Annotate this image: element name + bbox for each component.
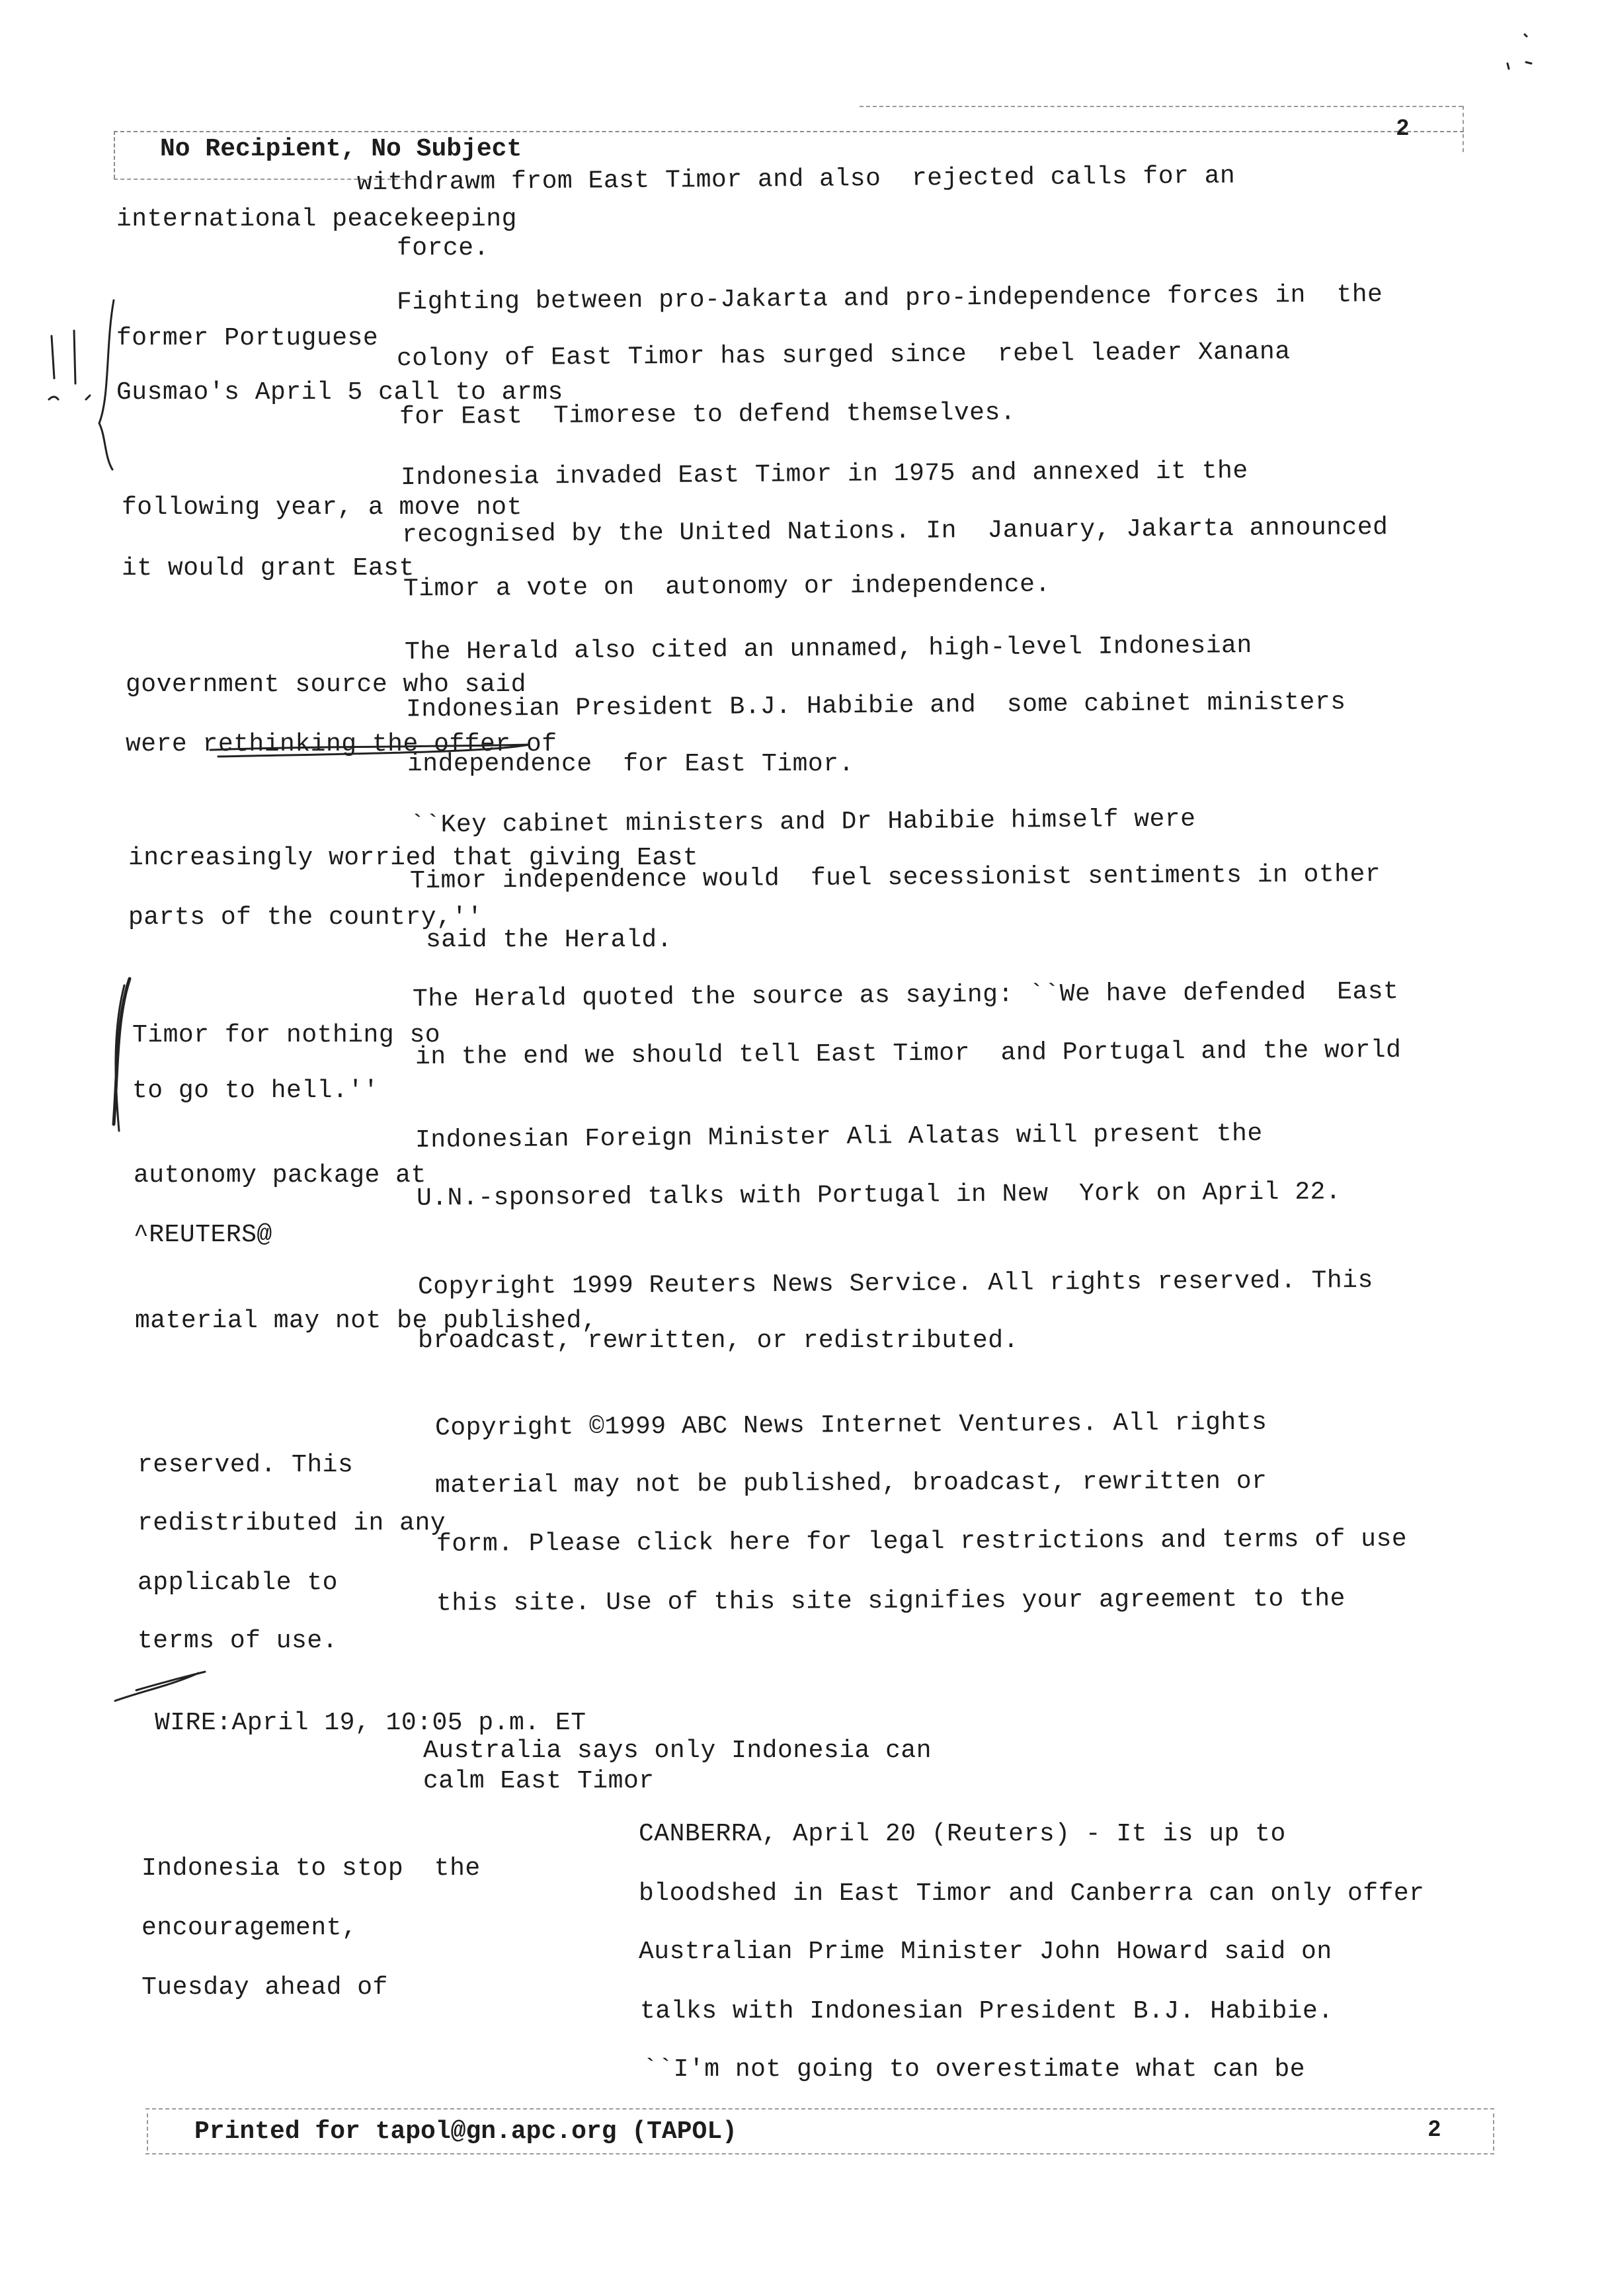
text-line: Tuesday ahead of <box>141 1973 388 2002</box>
text-line: bloodshed in East Timor and Canberra can only offer <box>639 1879 1425 1908</box>
header-title: No Recipient, No Subject <box>160 135 522 163</box>
speck-mark <box>1526 62 1531 63</box>
text-line: material may not be published, <box>135 1307 598 1335</box>
footer-printed-for: Printed for tapol@gn.apc.org (TAPOL) <box>194 2117 737 2146</box>
speck-mark <box>1525 34 1527 36</box>
text-line: force. <box>397 234 489 263</box>
text-line: terms of use. <box>138 1627 338 1655</box>
text-line: following year, a move not <box>122 493 522 522</box>
margin-stroke-mark <box>52 336 54 378</box>
text-line: U.N.-sponsored talks with Portugal in New York on April 22. <box>416 1178 1342 1213</box>
text-line: The Herald also cited an unnamed, high-level Indonesian <box>404 631 1252 667</box>
text-line: broadcast, rewritten, or redistributed. <box>418 1327 1019 1355</box>
header-page-number: 2 <box>1396 115 1409 140</box>
text-line: said the Herald. <box>426 926 672 954</box>
scribble-mark <box>115 1672 205 1701</box>
text-line: Timor a vote on autonomy or independence. <box>403 570 1051 604</box>
text-line: it would grant East <box>122 554 415 583</box>
speck-mark <box>1508 63 1509 69</box>
text-line: Indonesia to stop the <box>141 1854 481 1883</box>
text-line: reserved. This <box>138 1451 354 1479</box>
text-line: to go to hell.'' <box>132 1077 379 1105</box>
text-line: international peacekeeping <box>116 205 517 233</box>
text-line: ^REUTERS@ <box>134 1221 272 1249</box>
margin-tick-mark <box>49 397 58 399</box>
text-line: Timor for nothing so <box>132 1021 441 1049</box>
text-line: CANBERRA, April 20 (Reuters) - It is up to <box>639 1820 1286 1848</box>
text-line: redistributed in any <box>138 1509 446 1538</box>
text-line: for East Timorese to defend themselves. <box>399 398 1016 432</box>
text-line: form. Please click here for legal restrictions and terms of use <box>436 1525 1408 1559</box>
margin-bracket-mark <box>99 300 114 470</box>
text-line: Fighting between pro-Jakarta and pro-independence forces in the <box>396 280 1383 317</box>
text-line: were rethinking the offer of <box>126 730 557 758</box>
text-line: applicable to <box>138 1569 338 1597</box>
text-line: Indonesia invaded East Timor in 1975 and annexed it the <box>400 456 1248 493</box>
text-line: this site. Use of this site signifies your agreement to the <box>436 1584 1346 1618</box>
text-line: colony of East Timor has surged since rebel leader Xanana <box>396 337 1291 374</box>
margin-tick-mark <box>86 395 90 399</box>
text-line: independence for East Timor. <box>407 750 854 778</box>
text-line: recognised by the United Nations. In January, Jakarta announced <box>401 513 1388 550</box>
text-line: Copyright 1999 Reuters News Service. All rights reserved. This <box>417 1266 1373 1302</box>
text-line: former Portuguese <box>116 324 379 352</box>
text-line: material may not be published, broadcast, rewritten or <box>434 1467 1267 1500</box>
text-line: Australia says only Indonesia can <box>423 1737 932 1765</box>
text-line: parts of the country,'' <box>128 903 483 932</box>
text-line: in the end we should tell East Timor and Portugal and the world <box>415 1036 1402 1072</box>
text-line: Indonesian Foreign Minister Ali Alatas will present the <box>415 1119 1263 1155</box>
footer-page-number: 2 <box>1428 2116 1441 2141</box>
text-line: ``Key cabinet ministers and Dr Habibie himself were <box>409 805 1196 840</box>
text-line: autonomy package at <box>134 1161 426 1190</box>
text-line: talks with Indonesian President B.J. Habibie. <box>640 1997 1334 2026</box>
text-line: calm East Timor <box>423 1767 655 1795</box>
text-line: withdrawm from East Timor and also rejected calls for an <box>356 161 1236 198</box>
text-line: Gusmao's April 5 call to arms <box>116 378 563 407</box>
text-line: ``I'm not going to overestimate what can be <box>643 2055 1306 2084</box>
text-line: Indonesian President B.J. Habibie and some cabinet ministers <box>405 688 1346 724</box>
underline-mark <box>210 745 529 757</box>
text-line: The Herald quoted the source as saying: ``We have defended East <box>412 977 1399 1014</box>
text-line: Copyright ©1999 ABC News Internet Ventures. All rights <box>434 1408 1267 1443</box>
text-line: government source who said <box>126 671 526 699</box>
margin-stroke-mark <box>74 331 75 384</box>
text-line: WIRE:April 19, 10:05 p.m. ET <box>155 1709 586 1737</box>
text-line: Australian Prime Minister John Howard said on <box>639 1938 1332 1966</box>
text-line: encouragement, <box>141 1914 358 1942</box>
text-line: Timor independence would fuel secessionist sentiments in other <box>409 860 1381 896</box>
text-line: increasingly worried that giving East <box>128 844 699 872</box>
